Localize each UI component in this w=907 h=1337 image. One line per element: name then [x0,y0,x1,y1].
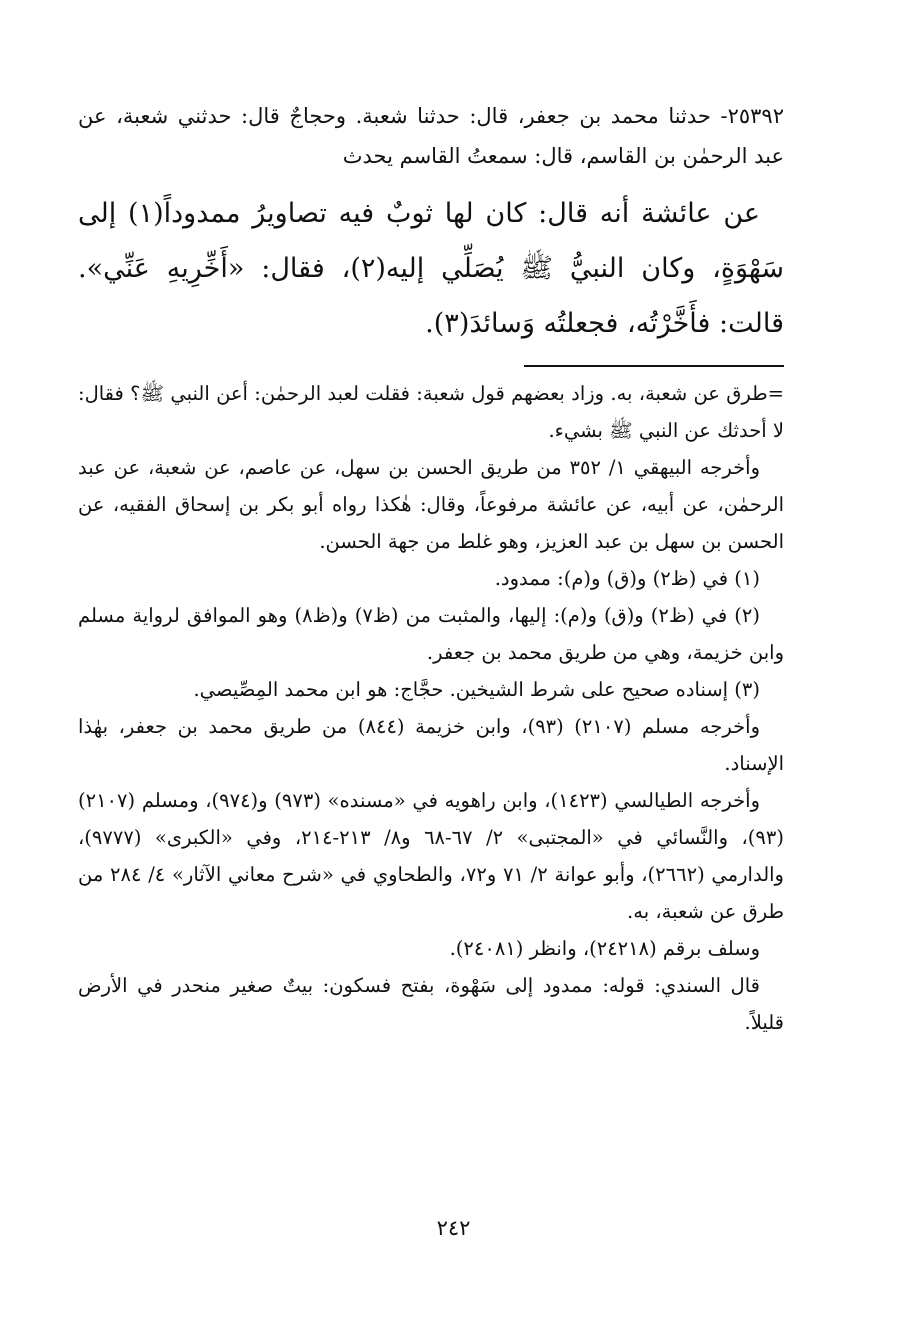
page-number: ٢٤٢ [436,1216,471,1240]
book-page [78,96,784,1041]
footnote-paragraph: قال السندي: قوله: ممدود إلى سَهْوة، بفتح فسكون: بيتٌ صغير منحدر في الأرض قليلاً. [78,974,784,1034]
footnote-continuation: =طرق عن شعبة، به. وزاد بعضهم قول شعبة: فقلت لعبد الرحمٰن: أعن النبي ﷺ؟ فقال: لا أحدثك عن النبي ﷺ بشيء. [78,382,784,442]
footnote-paragraph: وأخرجه مسلم (٢١٠٧) (٩٣)، وابن خزيمة (٨٤٤) من طريق محمد بن جعفر، بهٰذا الإسناد. [78,715,784,775]
footnote-3: (٣) إسناده صحيح على شرط الشيخين. حجَّاج: هو ابن محمد المِصِّيصي. [193,678,760,701]
hadith-matn: عن عائشة أنه قال: كان لها ثوبٌ فيه تصاويرُ ممدوداً(١) إلى سَهْوَةٍ، وكان النبيُّ ﷺ يُصَلِّي إليه(٢)، فقال: «أَخِّرِيهِ عَنِّي». قالت: فأَخَّرْتُه، فجعلتُه وَسائدَ(٣). [78,198,784,339]
footnote-2: (٢) في (ظ٢) و(ق) و(م): إليها، والمثبت من (ظ٧) و(ظ٨) وهو الموافق لرواية مسلم وابن خزيمة، وهي من طريق محمد بن جعفر. [78,604,784,664]
footnote-paragraph: وسلف برقم (٢٤٢١٨)، وانظر (٢٤٠٨١). [449,937,760,960]
hadith-isnad: ٢٥٣٩٢- حدثنا محمد بن جعفر، قال: حدثنا شعبة. وحجاجٌ قال: حدثني شعبة، عن عبد الرحمٰن بن القاسم، قال: سمعتُ القاسم يحدث [78,104,784,168]
footnote-divider [524,365,784,367]
footnote-paragraph: وأخرجه الطيالسي (١٤٢٣)، وابن راهويه في «مسنده» (٩٧٣) و(٩٧٤)، ومسلم (٢١٠٧) (٩٣)، والنَّسائي في «المجتبى» ٢/ ٦٧-٦٨ و٨/ ٢١٣-٢١٤، وفي «الكبرى» (٩٧٧٧)، والدارمي (٢٦٦٢)، وأبو عوانة ٢/ ٧١ و٧٢، والطحاوي في «شرح معاني الآثار» ٤/ ٢٨٤ من طرق عن شعبة، به. [78,789,784,923]
footnote-paragraph: وأخرجه البيهقي ١/ ٣٥٢ من طريق الحسن بن سهل، عن عاصم، عن شعبة، عن عبد الرحمٰن، عن أبيه، عن عائشة مرفوعاً، وقال: هٰكذا رواه أبو بكر بن إسحاق الفقيه، عن الحسن بن سهل بن عبد العزيز، وهو غلط من جهة الحسن. [78,456,784,553]
footnote-1: (١) في (ظ٢) و(ق) و(م): ممدود. [494,567,760,590]
